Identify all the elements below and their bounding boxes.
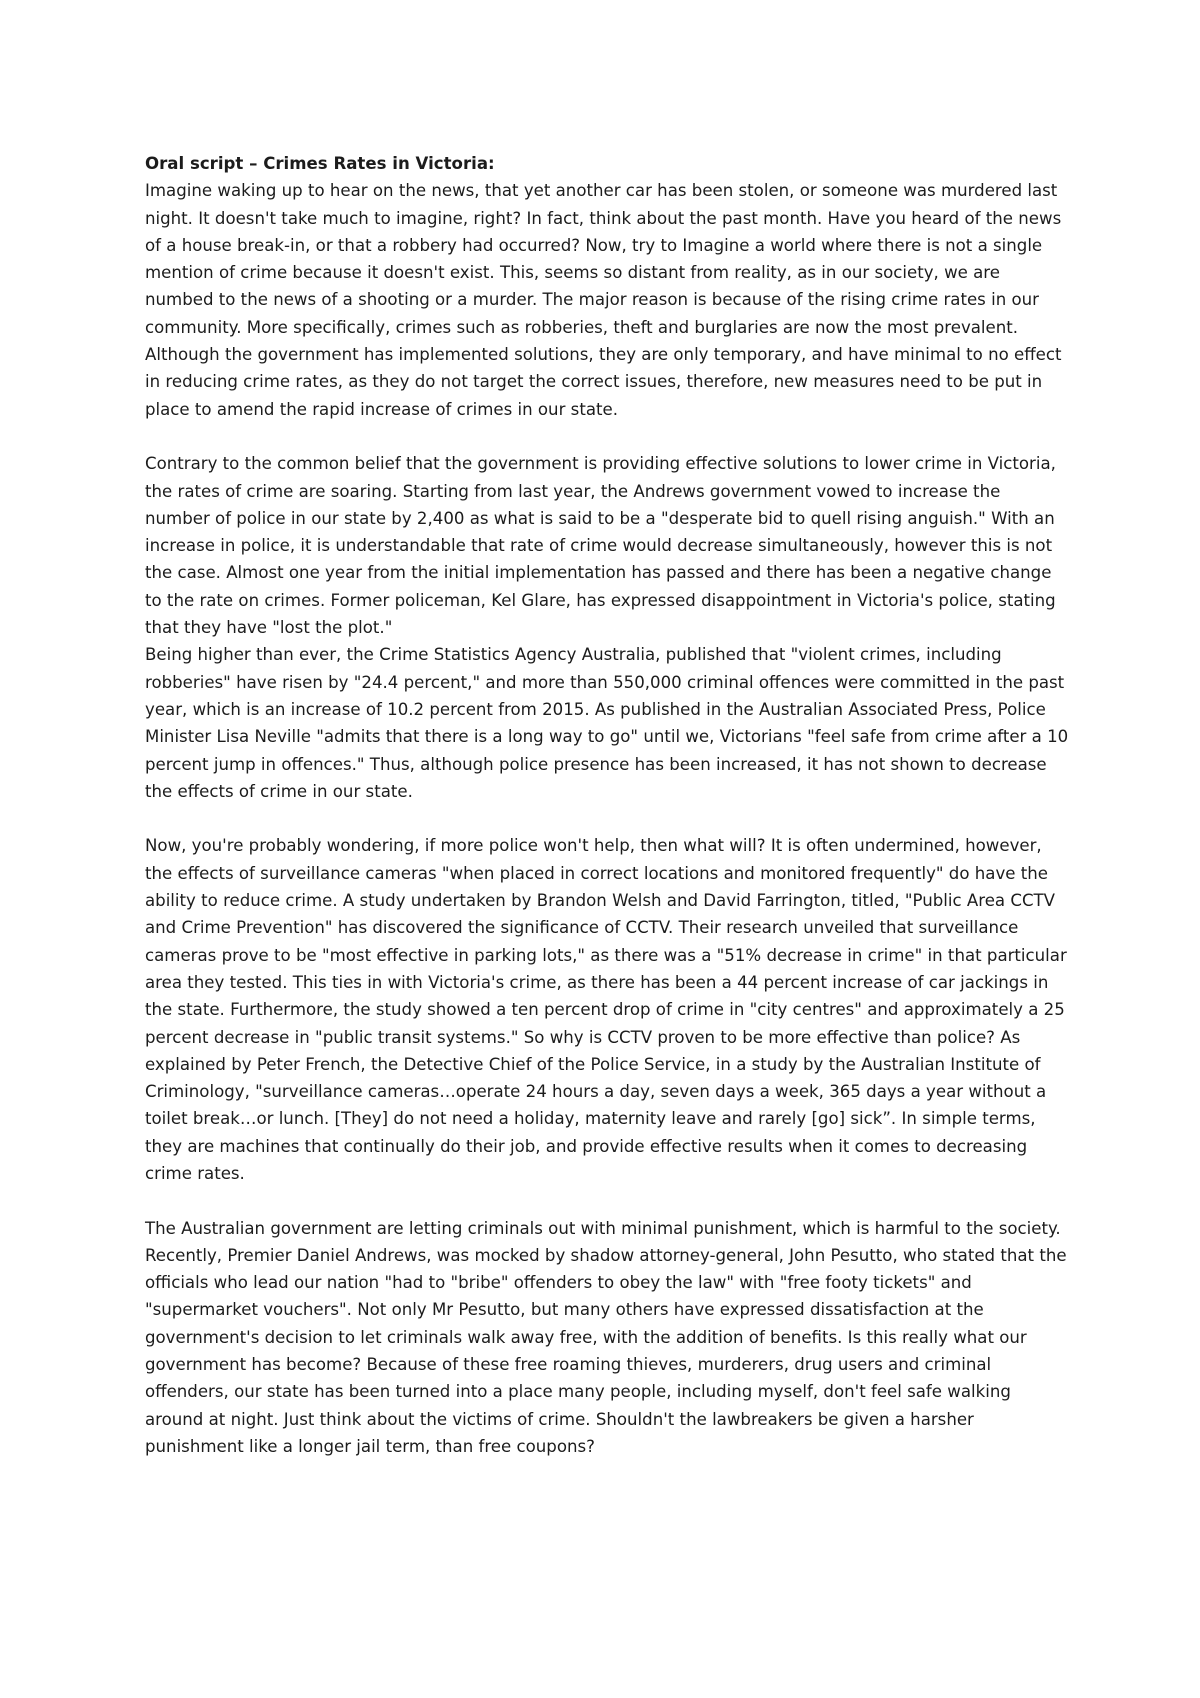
paragraph-spacer [145,423,1070,450]
paragraph-spacer [145,1187,1070,1214]
paragraph-spacer [145,805,1070,832]
paragraph-intro: Imagine waking up to hear on the news, that yet another car has been stolen, or someone was murdered last night. It doesn't take much to imagine, right? In fact, think about the past month. Have you heard of the news of a house break-in, or that a robbery had occurred? Now, try to Imagine a world where there is not a single mention of crime because it doesn't exist. This, seems so distant from reality, as in our society, we are numbed to the news of a shooting or a murder. The major reason is because of the rising crime rates in our community. More specifically, crimes such as robberies, theft and burglaries are now the most prevalent. Although the government has implemented solutions, they are only temporary, and have minimal to no effect in reducing crime rates, as they do not target the correct issues, therefore, new measures need to be put in place to amend the rapid increase of crimes in our state. [145,181,1062,419]
paragraph-police-increase: Contrary to the common belief that the government is providing effective solutions to lower crime in Victoria, the rates of crime are soaring. Starting from last year, the Andrews government vowed to increase the number of police in our state by 2,400 as what is said to be a "desperate bid to quell rising anguish." With an increase in police, it is understandable that rate of crime would decrease simultaneously, however this is not the case. Almost one year from the initial implementation has passed and there has been a negative change to the rate on crimes. Former policeman, Kel Glare, has expressed disappointment in Victoria's police, stating that they have "lost the plot." [145,454,1056,638]
document-page [145,150,1070,1460]
paragraph-crime-statistics: Being higher than ever, the Crime Statistics Agency Australia, published that "violent crimes, including robberies" have risen by "24.4 percent," and more than 550,000 criminal offences were committed in the past year, which is an increase of 10.2 percent from 2015. As published in the Australian Associated Press, Police Minister Lisa Neville "admits that there is a long way to go" until we, Victorians "feel safe from crime after a 10 percent jump in offences." Thus, although police presence has been increased, it has not shown to decrease the effects of crime in our state. [145,645,1069,801]
document-title: Oral script – Crimes Rates in Victoria: [145,154,495,173]
paragraph-punishment: The Australian government are letting criminals out with minimal punishment, which is harmful to the society. Recently, Premier Daniel Andrews, was mocked by shadow attorney-general, John Pesutto, who stated that the officials who lead our nation "had to "bribe" offenders to obey the law" with "free footy tickets" and "supermarket vouchers". Not only Mr Pesutto, but many others have expressed dissatisfaction at the government's decision to let criminals walk away free, with the addition of benefits. Is this really what our government has become? Because of these free roaming thieves, murderers, drug users and criminal offenders, our state has been turned into a place many people, including myself, don't feel safe walking around at night. Just think about the victims of crime. Shouldn't the lawbreakers be given a harsher punishment like a longer jail term, than free coupons? [145,1218,1067,1456]
paragraph-cctv: Now, you're probably wondering, if more police won't help, then what will? It is often undermined, however, the effects of surveillance cameras "when placed in correct locations and monitored frequently" do have the ability to reduce crime. A study undertaken by Brandon Welsh and David Farrington, titled, "Public Area CCTV and Crime Prevention" has discovered the significance of CCTV. Their research unveiled that surveillance cameras prove to be "most effective in parking lots," as there was a "51% decrease in crime" in that particular area they tested. This ties in with Victoria's crime, as there has been a 44 percent increase of car jackings in the state. Furthermore, the study showed a ten percent drop of crime in "city centres" and approximately a 25 percent decrease in "public transit systems." So why is CCTV proven to be more effective than police? As explained by Peter French, the Detective Chief of the Police Service, in a study by the Australian Institute of Criminology, "surveillance cameras…operate 24 hours a day, seven days a week, 365 days a year without a toilet break…or lunch. [They] do not need a holiday, maternity leave and rarely [go] sick”. In simple terms, they are machines that continually do their job, and provide effective results when it comes to decreasing crime rates. [145,836,1067,1183]
